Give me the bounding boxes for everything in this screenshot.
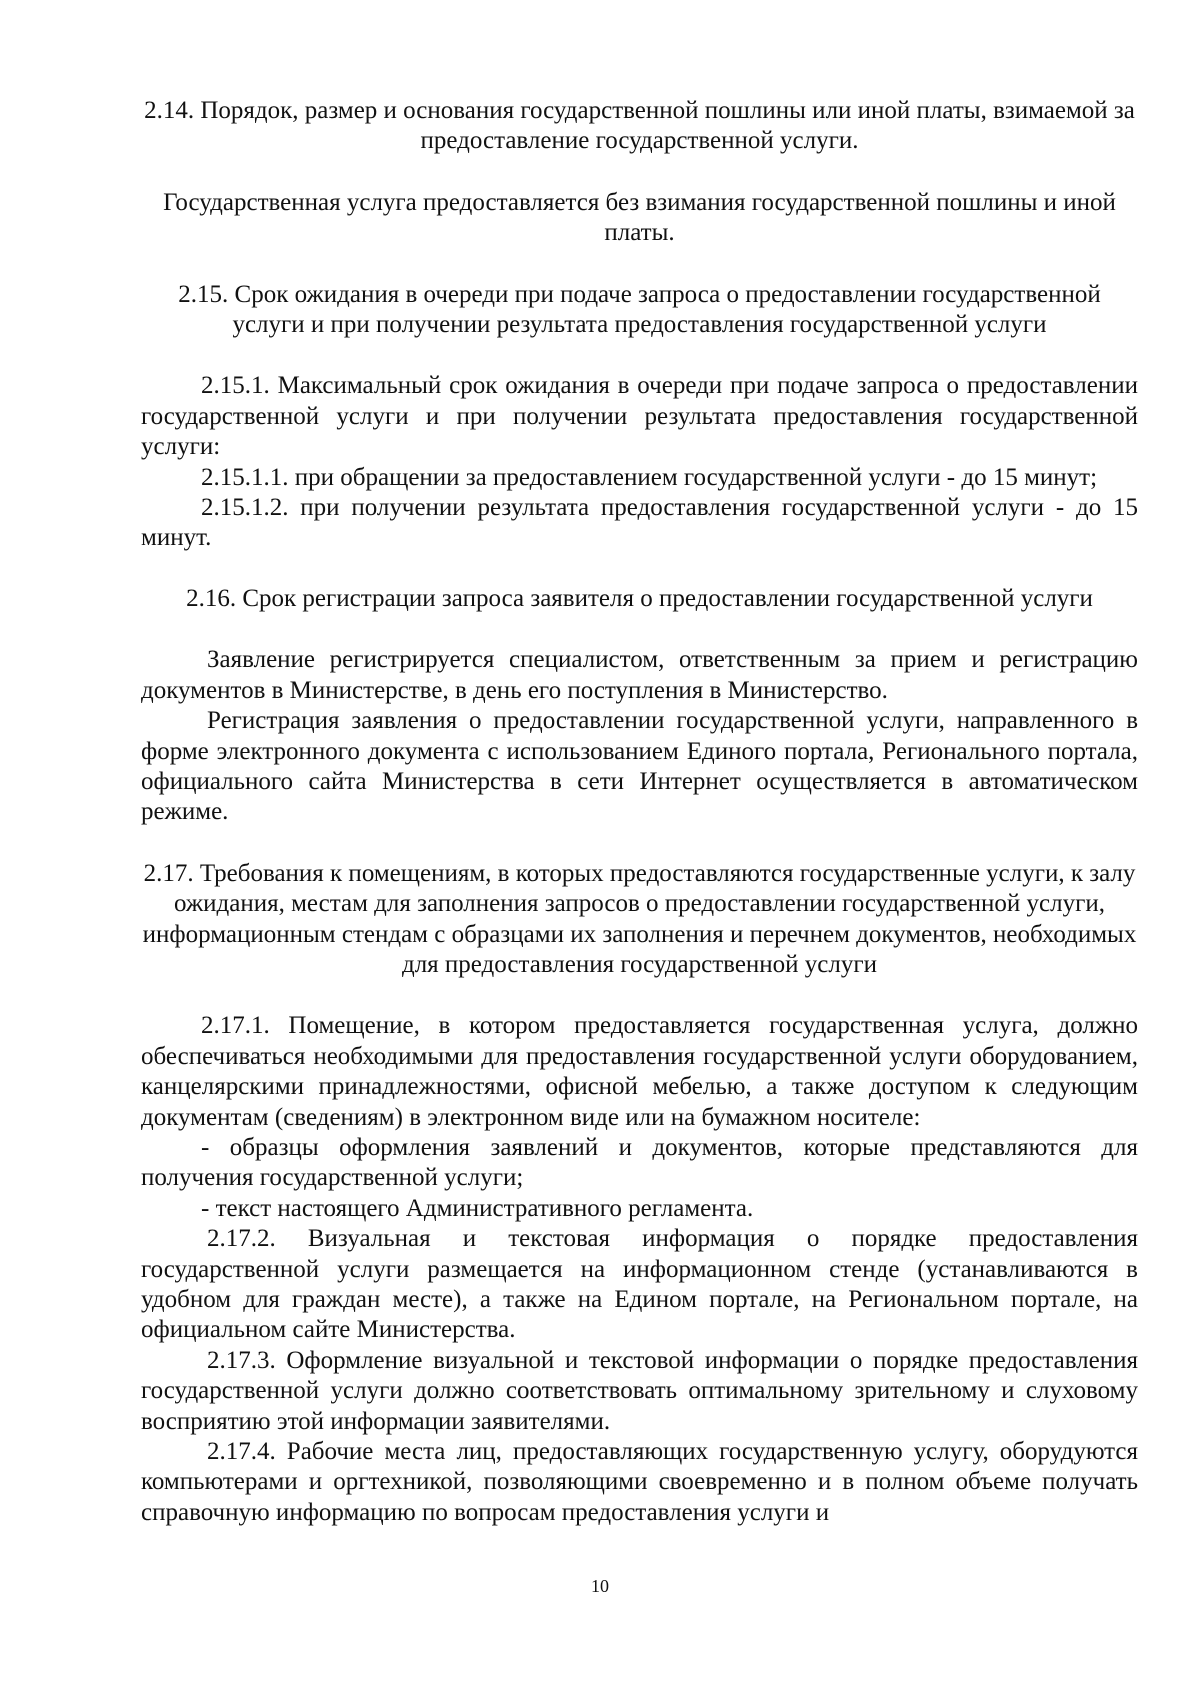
paragraph-2-17-4: 2.17.4. Рабочие места лиц, предоставляющих государственную услугу, оборудуются компьютерами и оргтехникой, позволяющими своевременно и в полном объеме получать справочную информацию по вопросам предоставления услуги и (141, 1438, 1138, 1526)
spacer (141, 828, 1138, 859)
paragraph-2-15-1-1: 2.15.1.1. при обращении за предоставлением государственной услуги - до 15 минут; (201, 463, 1098, 491)
paragraph-2-17-3: 2.17.3. Оформление визуальной и текстовой информации о порядке предоставления государственной услуги должно соответствовать оптимальному зрительному и слуховому восприятию этой информации заявителями. (141, 1346, 1138, 1435)
page-number: 10 (591, 1576, 609, 1596)
paragraph-registration: Заявление регистрируется специалистом, ответственным за прием и регистрацию документов в Министерстве, в день его поступления в Министерство. (141, 646, 1138, 704)
section-heading-2-16: 2.16. Срок регистрации запроса заявителя о предоставлении государственной услуги (186, 584, 1093, 612)
page-content (141, 96, 1138, 1528)
spacer (141, 614, 1138, 645)
paragraph-2-15-1-2: 2.15.1.2. при получении результата предоставления государственной услуги - до 15 минут. (141, 494, 1138, 552)
paragraph-2-17-2: 2.17.2. Визуальная и текстовая информация о порядке предоставления государственной услуги размещается на информационном стенде (устанавливаются в удобном для граждан месте), а также на Едином портале, на Региональном портале, на официальном сайте Министерства. (141, 1225, 1138, 1344)
spacer (141, 157, 1138, 188)
paragraph-2-17-1: 2.17.1. Помещение, в котором предоставляется государственная услуга, должно обеспечиваться необходимыми для предоставления государственной услуги оборудованием, канцелярскими принадлежностями, офисной мебелью, а также доступом к следующим документам (сведениям) в электронном виде или на бумажном носителе: (141, 1012, 1138, 1131)
fee-statement: Государственная услуга предоставляется без взимания государственной пошлины и иной платы. (163, 188, 1116, 247)
list-item-regulation-text: - текст настоящего Административного регламента. (201, 1194, 754, 1222)
section-heading-2-17: 2.17. Требования к помещениям, в которых предоставляются государственные услуги, к залу ожидания, местам для заполнения запросов о предоставлении государственной услуги, информационным стендам с образцами их заполнения и перечнем документов, необходимых для предоставления государственной услуги (142, 859, 1137, 978)
spacer (141, 249, 1138, 280)
list-item-samples: - образцы оформления заявлений и документов, которые представляются для получения государственной услуги; (141, 1133, 1138, 1192)
paragraph-2-15-1: 2.15.1. Максимальный срок ожидания в очереди при подаче запроса о предоставлении государственной услуги и при получении результата предоставления государственной услуги: (141, 372, 1138, 461)
spacer (141, 980, 1138, 1011)
spacer (141, 340, 1138, 371)
section-heading-2-14: 2.14. Порядок, размер и основания государственной пошлины или иной платы, взимаемой за предоставление государственной услуги. (144, 97, 1135, 155)
section-heading-2-15: 2.15. Срок ожидания в очереди при подаче запроса о предоставлении государственной услуги и при получении результата предоставления государственной услуги (178, 280, 1101, 339)
paragraph-electronic-registration: Регистрация заявления о предоставлении государственной услуги, направленного в форме электронного документа с использованием Единого портала, Регионального портала, официального сайта Министерства в сети Интернет осуществляется в автоматическом режиме. (141, 707, 1138, 826)
spacer (141, 554, 1138, 584)
